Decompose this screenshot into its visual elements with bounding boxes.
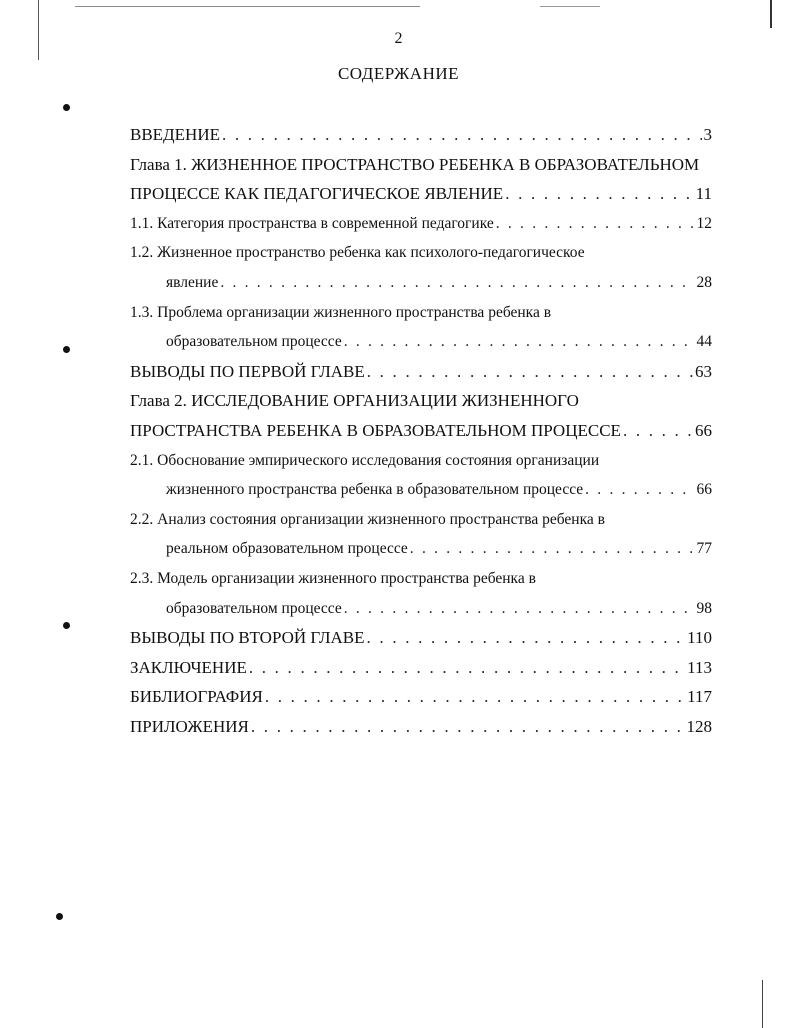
leader-dots (367, 357, 693, 387)
scan-artifact-edge (762, 980, 763, 1028)
punch-hole-mark (56, 913, 63, 920)
toc-label: 2.2. Анализ состояния организации жизненного пространства ребенка в (130, 510, 605, 528)
toc-page: 117 (687, 687, 712, 707)
toc-entry[interactable] (130, 268, 712, 298)
toc-label: ВЫВОДЫ ПО ВТОРОЙ ГЛАВЕ (130, 628, 365, 648)
toc-entry[interactable] (130, 623, 712, 653)
toc-page: 77 (696, 540, 712, 558)
toc-label: ВЫВОДЫ ПО ПЕРВОЙ ГЛАВЕ (130, 361, 365, 381)
toc-entry[interactable] (130, 209, 712, 239)
toc-entry[interactable] (130, 653, 712, 683)
toc-label: ПРОЦЕССЕ КАК ПЕДАГОГИЧЕСКОЕ ЯВЛЕНИЕ (130, 184, 504, 204)
toc-entry[interactable] (130, 564, 712, 594)
toc-page: 66 (695, 420, 712, 440)
toc-entry[interactable] (130, 238, 712, 268)
toc-page: 128 (686, 716, 712, 736)
toc-entry[interactable] (130, 298, 712, 328)
toc-entry[interactable] (130, 416, 712, 446)
toc-label: ВВЕДЕНИЕ (130, 125, 220, 144)
toc-entry[interactable] (130, 505, 712, 535)
toc-entry[interactable] (130, 150, 712, 180)
toc-page: 11 (695, 184, 712, 204)
toc-label: 2.3. Модель организации жизненного пространства ребенка в (130, 569, 536, 587)
toc-entry[interactable] (130, 179, 712, 209)
toc-label: Глава 2. ИССЛЕДОВАНИЕ ОРГАНИЗАЦИИ ЖИЗНЕННОГО (130, 391, 579, 411)
toc-entry[interactable] (130, 682, 712, 712)
toc-page: 63 (695, 361, 712, 381)
leader-dots (249, 653, 685, 683)
leader-dots (251, 712, 685, 742)
punch-hole-mark (63, 104, 70, 111)
toc-page: 12 (696, 214, 712, 232)
leader-dots (585, 475, 694, 505)
leader-dots (222, 120, 702, 150)
leader-dots (623, 416, 693, 446)
table-of-contents (130, 120, 712, 741)
toc-entry[interactable] (130, 386, 712, 416)
toc-label: ПРОСТРАНСТВА РЕБЕНКА В ОБРАЗОВАТЕЛЬНОМ ПРОЦЕССЕ (130, 420, 621, 440)
toc-label: образовательном процессе (166, 599, 342, 617)
toc-label: реальном образовательном процессе (166, 540, 408, 558)
toc-entry[interactable] (130, 594, 712, 624)
toc-label: 1.3. Проблема организации жизненного пространства ребенка в (130, 303, 552, 321)
leader-dots (505, 179, 693, 209)
toc-label: БИБЛИОГРАФИЯ (130, 687, 263, 707)
toc-label: жизненного пространства ребенка в образовательном процессе (166, 481, 584, 499)
toc-page: 28 (696, 273, 712, 291)
toc-entry[interactable] (130, 357, 712, 387)
toc-entry[interactable] (130, 327, 712, 357)
toc-page: 44 (696, 333, 712, 351)
punch-hole-mark (63, 346, 70, 353)
leader-dots (344, 327, 695, 357)
toc-label: 1.1. Категория пространства в современной педагогике (130, 214, 494, 232)
scan-artifact-edge (770, 0, 772, 28)
toc-label: 1.2. Жизненное пространство ребенка как психолого-педагогическое (130, 244, 585, 262)
toc-entry[interactable] (130, 475, 712, 505)
punch-hole-mark (63, 622, 70, 629)
leader-dots (344, 594, 695, 624)
toc-label: ЗАКЛЮЧЕНИЕ (130, 657, 247, 677)
leader-dots (367, 623, 686, 653)
toc-page: 66 (696, 481, 712, 499)
toc-page: 110 (687, 628, 712, 648)
toc-entry[interactable] (130, 534, 712, 564)
toc-page: 113 (687, 657, 712, 677)
page-number: 2 (394, 30, 403, 47)
toc-page: 3 (703, 125, 712, 144)
toc-entry[interactable] (130, 712, 712, 742)
scan-artifact-line (75, 6, 420, 7)
toc-label: ПРИЛОЖЕНИЯ (130, 716, 249, 736)
toc-label: образовательном процессе (166, 333, 342, 351)
leader-dots (410, 534, 695, 564)
leader-dots (220, 268, 694, 298)
leader-dots (496, 209, 695, 239)
scan-artifact-line (540, 6, 600, 7)
toc-label: явление (166, 273, 219, 291)
leader-dots (265, 682, 685, 712)
toc-entry[interactable] (130, 446, 712, 476)
toc-label: Глава 1. ЖИЗНЕННОЕ ПРОСТРАНСТВО РЕБЕНКА В ОБРАЗОВАТЕЛЬНОМ (130, 154, 700, 174)
toc-label: 2.1. Обоснование эмпирического исследования состояния организации (130, 451, 600, 469)
toc-page: 98 (696, 599, 712, 617)
toc-entry[interactable] (130, 120, 712, 150)
page-title: СОДЕРЖАНИЕ (337, 64, 460, 83)
